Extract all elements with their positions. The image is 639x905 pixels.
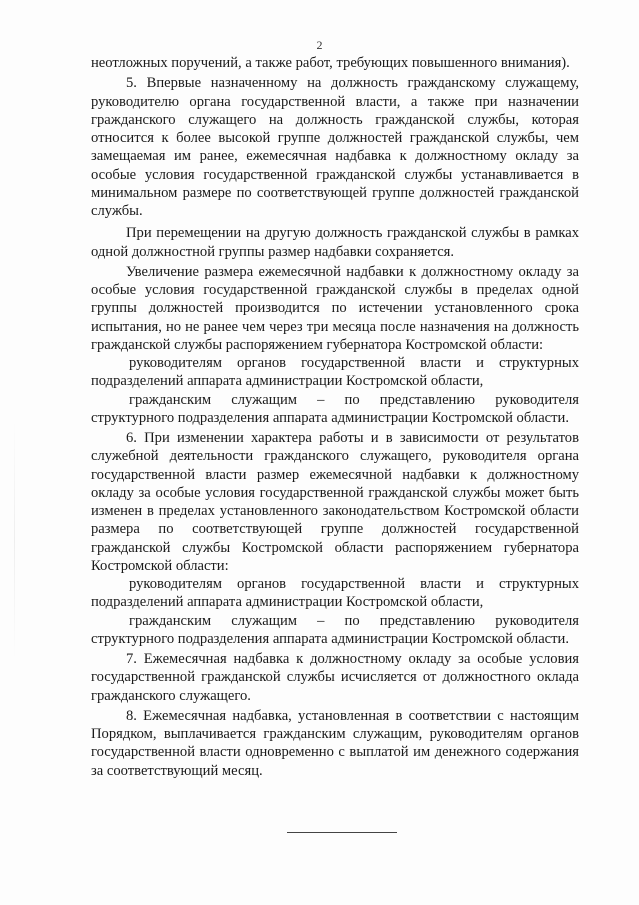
paragraph-item-5: 5. Впервые назначенному на должность гражданскому служащему, руководителю органа государственной власти, а также при назначении гражданского служащего на должность гражданской службы, которая относится к более высокой группе должностей гражданской службы, чем замещаемая им ранее, ежемесячная надбавка к должностному окладу за особые условия государственной гражданской службы устанавливается в минимальном размере по соответствующей группе должностей гражданской службы. xyxy=(91,75,579,219)
list-item-heads: руководителям органов государственной власти и структурных подразделений аппарата администрации Костромской области, xyxy=(91,355,579,390)
closing-rule xyxy=(287,832,397,833)
paragraph-transfer: При перемещении на другую должность гражданской службы в рамках одной должностной группы размер надбавки сохраняется. xyxy=(91,225,579,260)
paragraph-item-7: 7. Ежемесячная надбавка к должностному окладу за особые условия государственной гражданской службы исчисляется от должностного оклада гражданского служащего. xyxy=(91,651,579,704)
list-item-servants: гражданским служащим – по представлению руководителя структурного подразделения аппарата администрации Костромской области. xyxy=(91,391,579,426)
paragraph-item-6: 6. При изменении характера работы и в зависимости от результатов служебной деятельности гражданского служащего, руководителя органа государственной власти размер ежемесячной надбавки к должностному окладу за особые условия государственной гражданской службы может быть изменен в пределах установленного законодательством Костромской области размера по соответствующей группе должностей государственной гражданской службы Костромской области распоряжением губернатора Костромской области: xyxy=(91,430,579,574)
paragraph-item-8: 8. Ежемесячная надбавка, установленная в соответствии с настоящим Порядком, выплачивается гражданским служащим, руководителям органов государственной власти одновременно с выплатой им денежного содержания за соответствующий месяц. xyxy=(91,707,579,779)
document-body xyxy=(91,54,579,780)
list-item-servants-2: гражданским служащим – по представлению руководителя структурного подразделения аппарата администрации Костромской области. xyxy=(91,612,579,647)
scan-edge-shadow xyxy=(14,420,15,660)
page-number: 2 xyxy=(316,38,323,52)
paragraph-increase: Увеличение размера ежемесячной надбавки к должностному окладу за особые условия государственной гражданской службы в пределах одной группы должностей производится по истечении установленного срока испытания, но не ранее чем через три месяца после назначения на должность гражданской службы распоряжением губернатора Костромской области: xyxy=(91,263,579,353)
paragraph-continuation: неотложных поручений, а также работ, требующих повышенного внимания). xyxy=(91,55,570,71)
list-item-heads-2: руководителям органов государственной власти и структурных подразделений аппарата администрации Костромской области, xyxy=(91,576,579,611)
